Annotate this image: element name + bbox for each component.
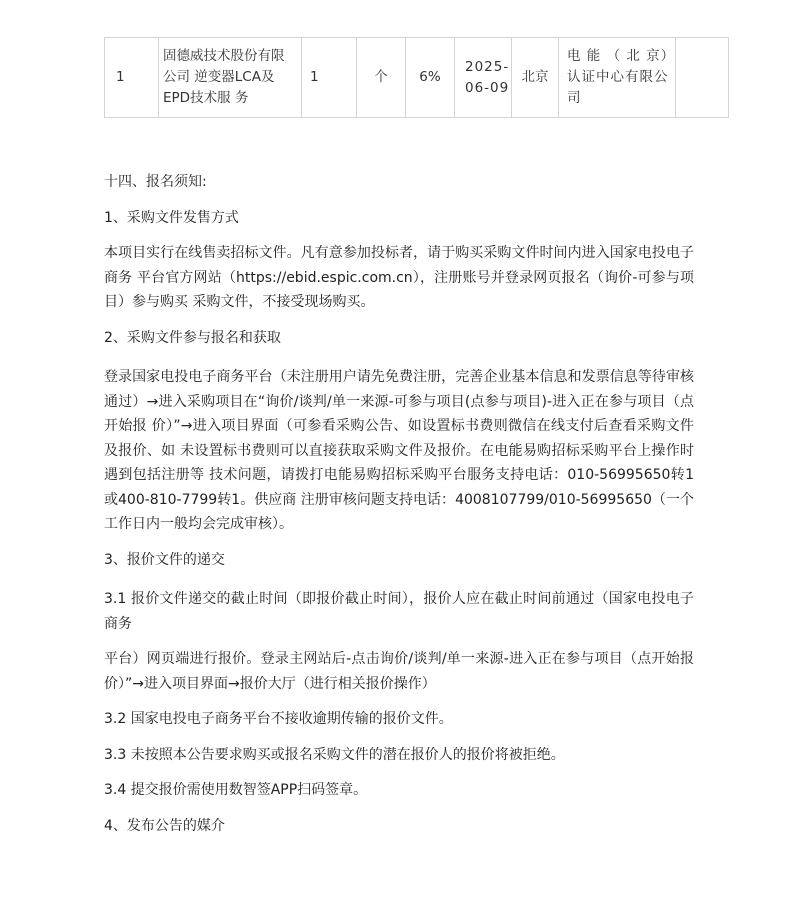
section-14-heading: 十四、报名须知: [104,174,207,190]
section-1-body: 本项目实行在线售卖招标文件。凡有意参加投标者，请于购买采购文件时间内进入国家电投电子商务 平台官方网站（https://ebid.espic.com.cn），注册账号并登录网页报名（询价-可参与项目）参与购买 采购文件，不接受现场购买。 [104,245,694,310]
section-3-1-body-b: 平台）网页端进行报价。登录主网站后-点击询价/谈判/单一来源-进入正在参与项目（点开始报价）”→进入项目界面→报价大厅（进行相关报价操作） [104,651,694,692]
cell-location: 北京 [512,38,559,118]
notice-body [104,170,694,838]
section-2-heading: 2、采购文件参与报名和获取 [104,329,281,346]
table-row [105,38,729,118]
cell-empty [676,38,729,118]
cell-project-name: 固德威技术股份有限公司 逆变器LCA及EPD技术服 务 [159,38,302,118]
section-2-body: 登录国家电投电子商务平台（未注册用户请先免费注册，完善企业基本信息和发票信息等待审核通过）→进入采购项目在“询价/谈判/单一来源-可参与项目(点参与项目)-进入正在参与项目（点开始报 价）”→进入项目界面（可参看采购公告、如设置标书费则微信在线支付后查看采购文件及报价、如 未设置标书费则可以直接获取采购文件及报价。在电能易购招标采购平台上操作时遇到包括注册等 技术问题，请拨打电能易购招标采购平台服务支持电话：010-56995650转1或400-810-7799转1。供应商 注册审核问题支持电话：4008107799/010-56995650（一个工作日内一般均会完成审核）。 [104,369,694,532]
bid-result-table [104,37,729,118]
section-3-1-body-a: 3.1 报价文件递交的截止时间（即报价截止时间），报价人应在截止时间前通过（国家电投电子商务 [104,591,694,632]
cell-organization: 电 能 （ 北 京）认证中心有限公司 [559,38,676,118]
section-3-4-body: 3.4 提交报价需使用数智签APP扫码签章。 [104,782,368,798]
section-3-3-body: 3.3 未按照本公告要求购买或报名采购文件的潜在报价人的报价将被拒绝。 [104,746,565,763]
cell-quantity: 1 [302,38,357,118]
section-1-heading: 1、采购文件发售方式 [104,209,239,226]
section-4-heading: 4、发布公告的媒介 [104,817,225,834]
section-3-2-body: 3.2 国家电投电子商务平台不接收逾期传输的报价文件。 [104,711,453,727]
cell-number: 1 [105,38,159,118]
cell-unit: 个 [357,38,406,118]
cell-date: 2025-06-09 [455,38,512,118]
cell-tax-rate: 6% [406,38,455,118]
section-3-heading: 3、报价文件的递交 [104,551,225,568]
